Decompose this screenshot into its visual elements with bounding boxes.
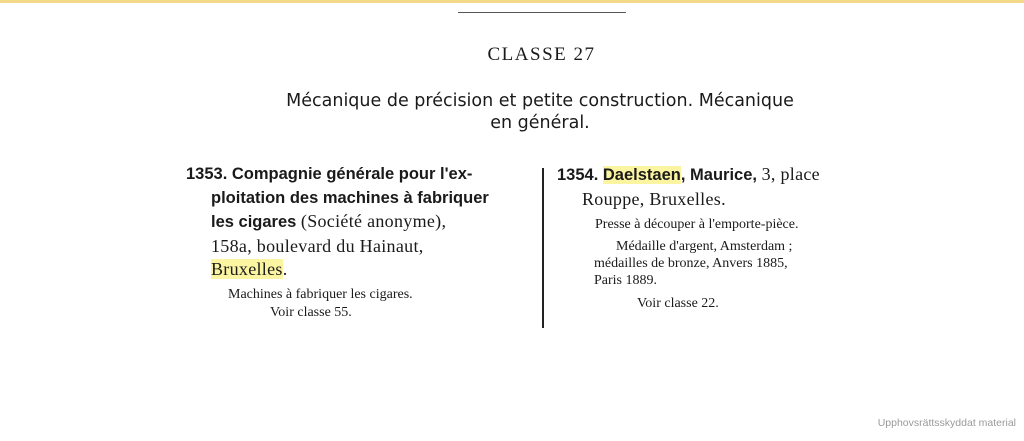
copyright-watermark: Upphovsrättsskyddat material (877, 417, 1016, 429)
exhibitor-address-line-2: Rouppe, Bruxelles. (582, 188, 726, 209)
city-highlight: Bruxelles (211, 259, 283, 279)
entry-1354 (557, 163, 902, 312)
entry-1353-description: Machines à fabriquer les cigares. (228, 286, 413, 302)
company-name-line-2: ploitation des machines à fabriquer (211, 188, 489, 207)
entry-number: 1353. (186, 165, 228, 183)
entry-1353-heading (186, 163, 531, 282)
subject-line-1: Mécanique de précision et petite construction. Mécanique (286, 91, 794, 111)
company-name-line-3: les cigares (211, 213, 297, 231)
entry-1354-heading (557, 163, 902, 211)
subject-heading (210, 90, 870, 134)
entry-1353 (186, 163, 531, 321)
company-address: 158a, boulevard du Hainaut, (211, 235, 424, 256)
top-rule (458, 12, 626, 13)
top-border-strip (0, 0, 1024, 3)
classe-heading: CLASSE 27 (487, 44, 596, 65)
city-suffix: . (282, 259, 288, 279)
entry-1354-awards (557, 238, 894, 289)
exhibitor-first-name: , Maurice, (680, 166, 757, 184)
award-line-2: médailles de bronze, Anvers 1885, (594, 256, 788, 271)
company-type: (Société anonyme), (300, 211, 447, 231)
award-line-1: Médaille d'argent, Amsterdam ; (616, 239, 793, 254)
award-line-3: Paris 1889. (594, 273, 657, 288)
company-name-line-1: Compagnie générale pour l'ex- (231, 165, 473, 183)
exhibitor-address-line-1: 3, place (761, 164, 820, 184)
entry-1354-see-also: Voir classe 22. (637, 296, 719, 311)
exhibitor-name-highlight: Daelstaen (602, 166, 681, 184)
column-divider (542, 168, 544, 328)
entry-1354-description: Presse à découper à l'emporte-pièce. (595, 217, 799, 232)
entry-number: 1354. (557, 166, 599, 184)
subject-line-2: en général. (490, 113, 590, 133)
entry-1353-see-also: Voir classe 55. (270, 304, 352, 320)
